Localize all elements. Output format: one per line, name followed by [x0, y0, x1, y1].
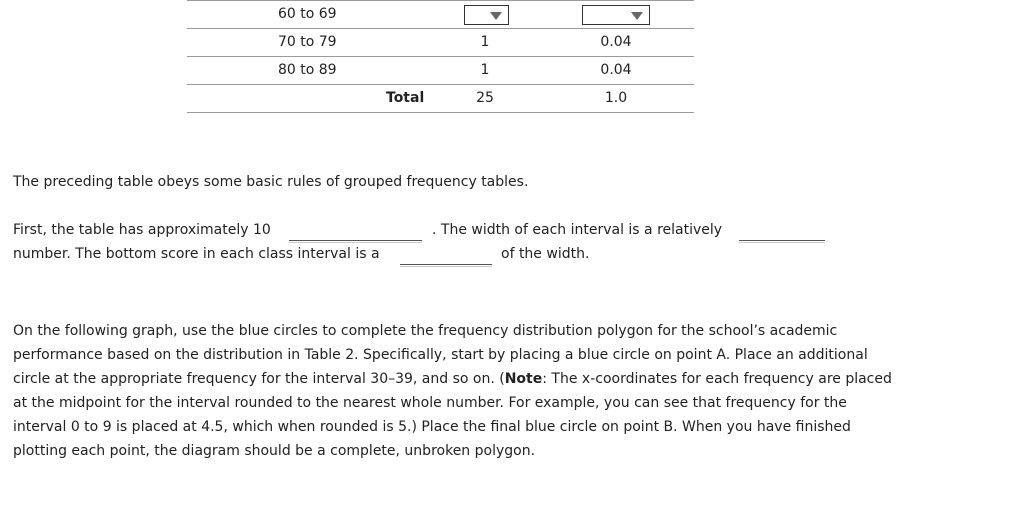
relative-frequency-cell: 0.04	[600, 34, 632, 50]
relative-frequency-dropdown[interactable]	[582, 5, 650, 25]
rules-line1-middle: . The width of each interval is a relatively	[432, 222, 723, 238]
relative-frequency-cell: 0.04	[600, 62, 632, 78]
interval-cell: 80 to 89	[278, 62, 337, 78]
frequency-dropdown[interactable]	[464, 5, 509, 25]
note-label: Note	[504, 371, 543, 387]
rules-line1-start: First, the table has approximately 10	[13, 222, 271, 238]
interval-cell: 70 to 79	[278, 34, 337, 50]
frequency-table	[187, 0, 694, 113]
total-relative-frequency: 1.0	[604, 90, 628, 106]
table-row	[187, 29, 694, 57]
frequency-cell: 1	[480, 34, 490, 50]
number-of-intervals-blank[interactable]	[289, 240, 422, 241]
bottom-score-blank[interactable]	[400, 264, 492, 265]
total-frequency: 25	[476, 90, 494, 106]
rules-line2-start: number. The bottom score in each class interval is a	[13, 246, 380, 262]
total-row	[187, 85, 694, 113]
graph-instructions: On the following graph, use the blue circles to complete the frequency distribution polygon for the school’s academic performance based on the distribution in Table 2. Specifically, start by placing a blue circle on point A. Place an additional circle at the appropriate frequency for the interval 30–39, and so on. (Note: The x-coordinates for each frequency are placed at the midpoint for the interval rounded to the nearest whole number. For example, you can see that frequency for the interval 0 to 9 is placed at 4.5, which when rounded is 5.) Place the final blue circle on point B. When you have finished plotting each point, the diagram should be a complete, unbroken polygon.	[13, 323, 892, 459]
rules-line2-end: of the width.	[501, 246, 590, 262]
table-row	[187, 0, 694, 29]
total-label: Total	[386, 90, 425, 106]
table-row	[187, 57, 694, 85]
chevron-down-icon	[631, 12, 643, 20]
frequency-cell: 1	[480, 62, 490, 78]
intro-text: The preceding table obeys some basic rules of grouped frequency tables.	[13, 174, 529, 190]
interval-width-blank[interactable]	[739, 240, 825, 241]
chevron-down-icon	[490, 12, 502, 20]
interval-cell: 60 to 69	[278, 6, 337, 22]
